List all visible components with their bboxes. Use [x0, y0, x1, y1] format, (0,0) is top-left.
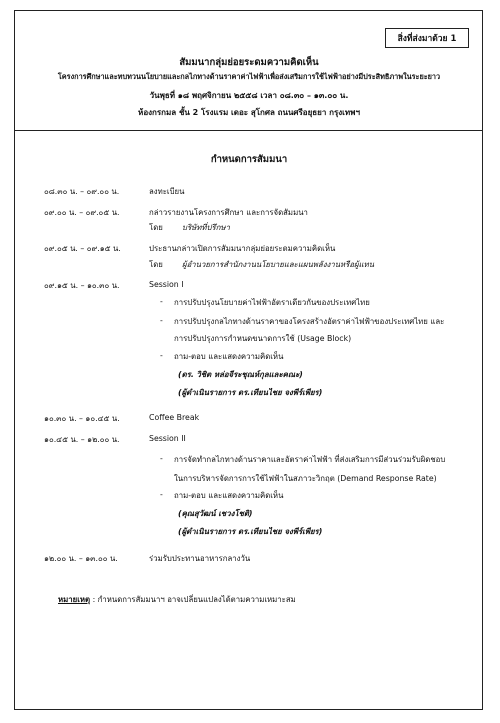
- note-label: หมายเหตุ: [58, 595, 91, 604]
- session-speaker: (ดร. วิชิต หล่อจีระชุณห์กุลและคณะ): [178, 370, 303, 379]
- bullet-text: การปรับปรุงการกำหนดขนาดการใช้ (Usage Block): [174, 334, 352, 343]
- bullet-text: ถาม-ตอบ และแสดงความคิดเห็น: [174, 491, 284, 500]
- project-name: โครงการศึกษาและทบทวนนโยบายและกลไกทางด้านราคาค่าไฟฟ้าเพื่อส่งเสริมการใช้ไฟฟ้าอย่างมีประสิทธิภาพในระยะยาว: [57, 72, 441, 81]
- item-by-label: โดย: [149, 223, 163, 232]
- item-title: ลงทะเบียน: [149, 187, 185, 196]
- session-moderator: (ผู้ดำเนินรายการ ดร.เทียนไชย จงพีร์เพียร): [178, 388, 323, 397]
- bullet-dash: -: [160, 351, 163, 360]
- seminar-venue: ห้องกรกมล ชั้น 2 โรงแรม เดอะ สุโกศล ถนนศรีอยุธยา กรุงเทพฯ: [138, 108, 360, 117]
- item-title: Coffee Break: [149, 413, 200, 422]
- item-time: ๑๐.๔๕ น. – ๑๒.๐๐ น.: [44, 435, 120, 444]
- session-title: Session I: [149, 280, 184, 289]
- seminar-title: สัมมนากลุ่มย่อยระดมความคิดเห็น: [179, 57, 319, 68]
- bullet-text: การปรับปรุงนโยบายค่าไฟฟ้าอัตราเดียวกันของประเทศไทย: [174, 298, 370, 307]
- item-title: กล่าวรายงานโครงการศึกษา และการจัดสัมมนา: [149, 208, 308, 217]
- bullet-text: ถาม-ตอบ และแสดงความคิดเห็น: [174, 352, 284, 361]
- item-by-value: ผู้อำนวยการสำนักงานนโยบายและแผนพลังงานหรือผู้แทน: [182, 260, 375, 269]
- session-moderator: (ผู้ดำเนินรายการ ดร.เทียนไชย จงพีร์เพียร): [178, 527, 323, 536]
- item-title: ประธานกล่าวเปิดการสัมมนากลุ่มย่อยระดมความคิดเห็น: [149, 244, 336, 253]
- bullet-dash: -: [160, 490, 163, 499]
- item-time: ๐๙.๐๐ น. – ๐๙.๐๕ น.: [44, 208, 120, 217]
- schedule-title: กำหนดการสัมมนา: [210, 154, 288, 165]
- bullet-text: การปรับปรุงกลไกทางด้านราคาของโครงสร้างอัตราค่าไฟฟ้าของประเทศไทย และ: [174, 317, 445, 326]
- header-divider: [14, 130, 483, 131]
- bullet-text: ในการบริหารจัดการการใช้ไฟฟ้าในสภาวะวิกฤต (Demand Response Rate): [174, 474, 437, 483]
- attachment-label: สิ่งที่ส่งมาด้วย 1: [385, 28, 469, 48]
- session-title: Session II: [149, 434, 186, 443]
- item-time: ๑๒.๐๐ น. – ๑๓.๐๐ น.: [44, 554, 118, 563]
- bullet-dash: -: [160, 454, 163, 463]
- item-title: ร่วมรับประทานอาหารกลางวัน: [149, 554, 251, 563]
- item-time: ๑๐.๓๐ น. – ๑๐.๔๕ น.: [44, 414, 120, 423]
- seminar-datetime: วันพุธที่ ๑๘ พฤศจิกายน ๒๕๕๘ เวลา ๐๘.๓๐ – ๑๓.๐๐ น.: [149, 91, 349, 100]
- schedule-note: [58, 594, 296, 606]
- item-time: ๐๙.๑๕ น. – ๑๐.๓๐ น.: [44, 281, 120, 290]
- item-by-label: โดย: [149, 260, 163, 269]
- item-time: ๐๘.๓๐ น. – ๐๙.๐๐ น.: [44, 187, 120, 196]
- note-text: : กำหนดการสัมมนาฯ อาจเปลี่ยนแปลงได้ตามความเหมาะสม: [90, 595, 296, 604]
- bullet-dash: -: [160, 297, 163, 306]
- bullet-dash: -: [160, 316, 163, 325]
- item-by-value: บริษัทที่ปรึกษา: [182, 223, 230, 232]
- item-time: ๐๙.๐๕ น. – ๐๙.๑๕ น.: [44, 244, 121, 253]
- session-speaker: (คุณสุวัฒน์ เชวงโชติ): [178, 509, 253, 518]
- bullet-text: การจัดทำกลไกทางด้านราคาและอัตราค่าไฟฟ้า ที่ส่งเสริมการมีส่วนร่วมรับผิดชอบ: [174, 455, 446, 464]
